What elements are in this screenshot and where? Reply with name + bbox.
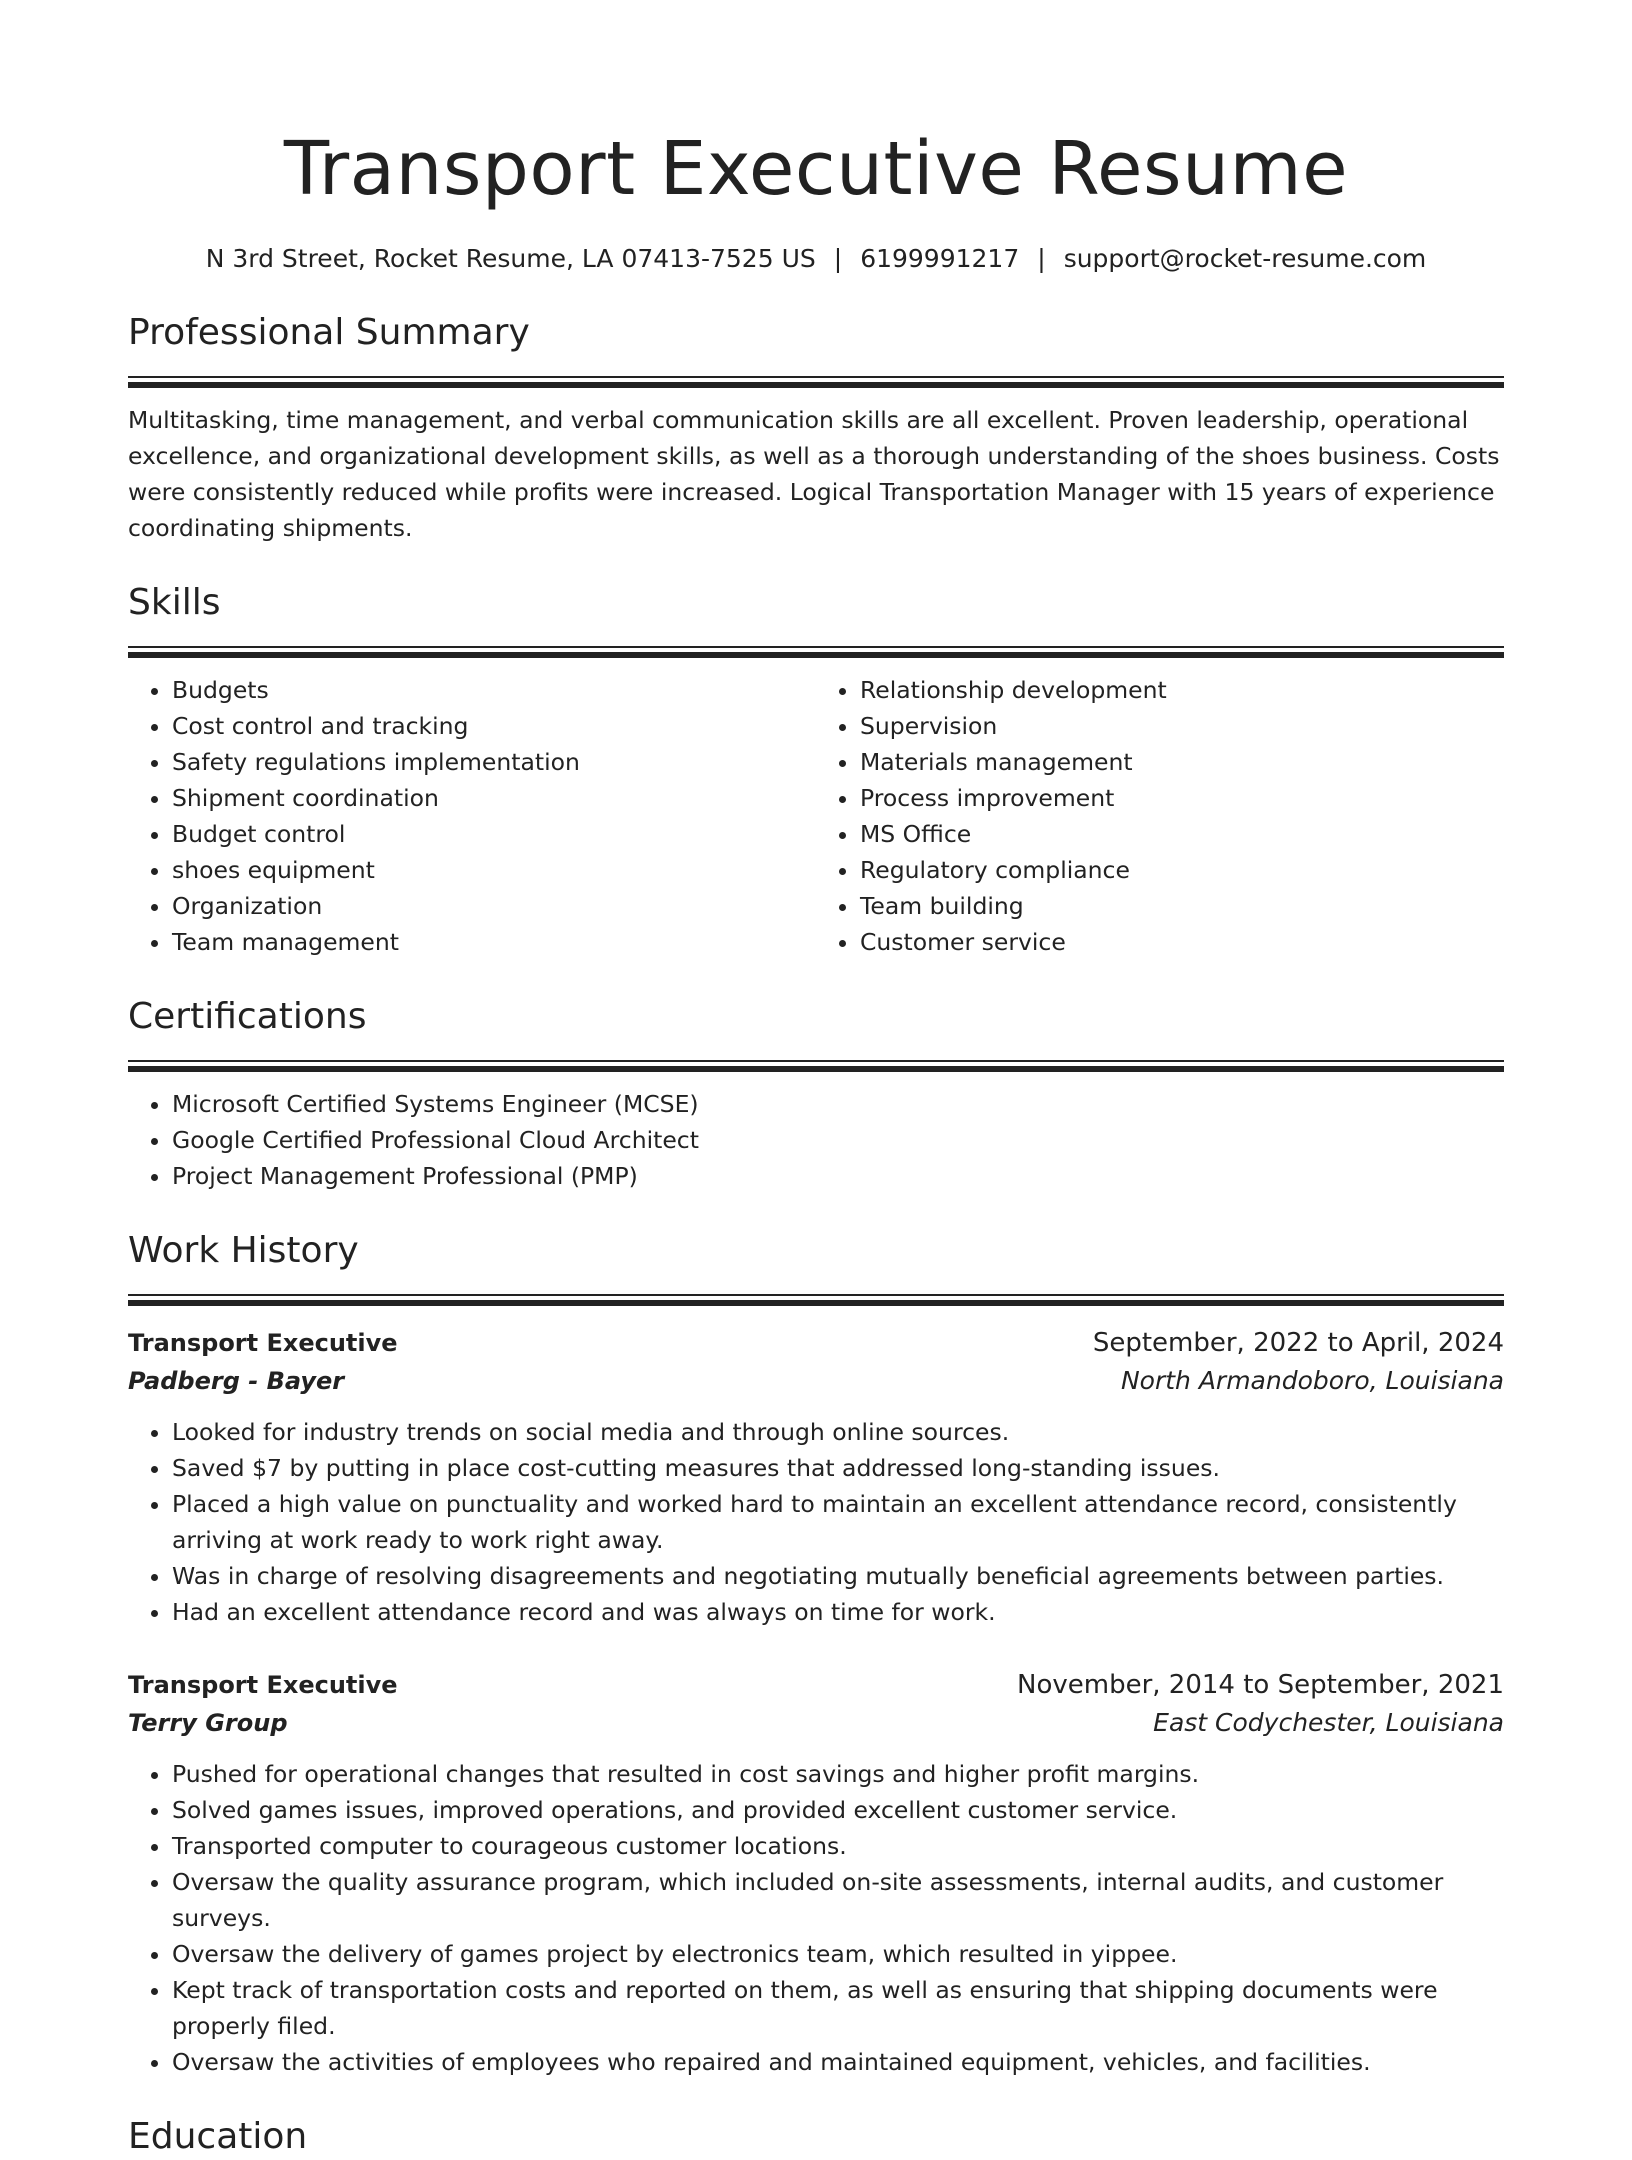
- work-section: [128, 1228, 1504, 2080]
- job-bullet: • Pushed for operational changes that resulted in cost savings and higher profit margins.: [172, 1756, 1504, 1792]
- section-divider: [128, 646, 1504, 658]
- job-subheader: [128, 1362, 1504, 1400]
- job-company: Terry Group: [128, 1709, 288, 1737]
- certification-item: • Microsoft Certified Systems Engineer (MCSE): [172, 1086, 1504, 1122]
- skill-item: • Budgets: [172, 672, 816, 708]
- certifications-heading: Certifications: [128, 996, 367, 1037]
- job-bullet: • Saved $7 by putting in place cost-cutting measures that addressed long-standing issues.: [172, 1450, 1504, 1486]
- skill-item: • Team building: [860, 888, 1504, 924]
- skills-section: [128, 580, 1504, 960]
- skill-item: • MS Office: [860, 816, 1504, 852]
- job-subheader: [128, 1704, 1504, 1742]
- contact-separator: |: [833, 244, 843, 273]
- contact-phone: 6199991217: [860, 244, 1020, 273]
- job-dates: September, 2022 to April, 2024: [1092, 1328, 1504, 1358]
- contact-email: support@rocket-resume.com: [1063, 244, 1427, 273]
- job-bullet: • Kept track of transportation costs and reported on them, as well as ensuring that shipping documents were properly filed.: [172, 1972, 1504, 2044]
- job-bullet: • Placed a high value on punctuality and worked hard to maintain an excellent attendance record, consistently arriving at work ready to work right away.: [172, 1486, 1504, 1558]
- skill-item: • Supervision: [860, 708, 1504, 744]
- skill-item: • Safety regulations implementation: [172, 744, 816, 780]
- summary-heading: Professional Summary: [128, 312, 530, 353]
- job-bullet: • Transported computer to courageous customer locations.: [172, 1828, 1504, 1864]
- section-divider: [128, 1060, 1504, 1072]
- job-bullet: • Was in charge of resolving disagreements and negotiating mutually beneficial agreements between parties.: [172, 1558, 1504, 1594]
- certification-item: • Google Certified Professional Cloud Architect: [172, 1122, 1504, 1158]
- job-bullets: [128, 1756, 1504, 2080]
- skill-item: • Budget control: [172, 816, 816, 852]
- job-location: North Armandoboro, Louisiana: [1120, 1366, 1504, 1395]
- skill-item: • Relationship development: [860, 672, 1504, 708]
- skill-item: • Materials management: [860, 744, 1504, 780]
- contact-line: [128, 242, 1504, 276]
- skill-item: • Team management: [172, 924, 816, 960]
- skill-item: • Process improvement: [860, 780, 1504, 816]
- work-heading: Work History: [128, 1230, 359, 1271]
- job-bullet: • Oversaw the activities of employees who repaired and maintained equipment, vehicles, and facilities.: [172, 2044, 1504, 2080]
- job-bullet: • Had an excellent attendance record and was always on time for work.: [172, 1594, 1504, 1630]
- contact-address: N 3rd Street, Rocket Resume, LA 07413-7525 US: [205, 244, 816, 273]
- education-section: [128, 2114, 1504, 2160]
- skills-left-list: [128, 672, 816, 960]
- skills-grid: [128, 658, 1504, 960]
- job-bullet: • Oversaw the delivery of games project by electronics team, which resulted in yippee.: [172, 1936, 1504, 1972]
- job-header: [128, 1666, 1504, 1704]
- job-entry: [128, 1666, 1504, 2080]
- skill-item: • shoes equipment: [172, 852, 816, 888]
- job-header: [128, 1324, 1504, 1362]
- skill-item: • Shipment coordination: [172, 780, 816, 816]
- summary-section: [128, 310, 1504, 546]
- skills-right-list: [816, 672, 1504, 960]
- job-bullet: • Solved games issues, improved operations, and provided excellent customer service.: [172, 1792, 1504, 1828]
- job-dates: November, 2014 to September, 2021: [1017, 1670, 1504, 1700]
- summary-text: Multitasking, time management, and verbal communication skills are all excellent. Proven leadership, operational excellence, and organizational development skills, as well as a thorough understanding of the shoes business. Costs were consistently reduced while profits were increased. Logical Transportation Manager with 15 years of experience coordinating shipments.: [128, 406, 1500, 542]
- job-bullet: • Oversaw the quality assurance program, which included on-site assessments, internal audits, and customer surveys.: [172, 1864, 1504, 1936]
- skills-heading: Skills: [128, 582, 221, 623]
- contact-separator: |: [1037, 244, 1046, 273]
- page-title: Transport Executive Resume: [283, 126, 1349, 212]
- skill-item: • Customer service: [860, 924, 1504, 960]
- skill-item: • Cost control and tracking: [172, 708, 816, 744]
- job-company: Padberg - Bayer: [128, 1367, 345, 1395]
- certification-item: • Project Management Professional (PMP): [172, 1158, 1504, 1194]
- job-entry: [128, 1324, 1504, 1630]
- job-location: East Codychester, Louisiana: [1153, 1708, 1504, 1737]
- section-divider: [128, 1294, 1504, 1306]
- section-divider: [128, 376, 1504, 388]
- job-bullet: • Looked for industry trends on social media and through online sources.: [172, 1414, 1504, 1450]
- certifications-list: [128, 1086, 1504, 1194]
- certifications-section: [128, 994, 1504, 1194]
- skill-item: • Organization: [172, 888, 816, 924]
- job-bullets: [128, 1414, 1504, 1630]
- education-heading: Education: [128, 2116, 308, 2157]
- job-title: Transport Executive: [128, 1329, 398, 1357]
- job-title: Transport Executive: [128, 1671, 398, 1699]
- skill-item: • Regulatory compliance: [860, 852, 1504, 888]
